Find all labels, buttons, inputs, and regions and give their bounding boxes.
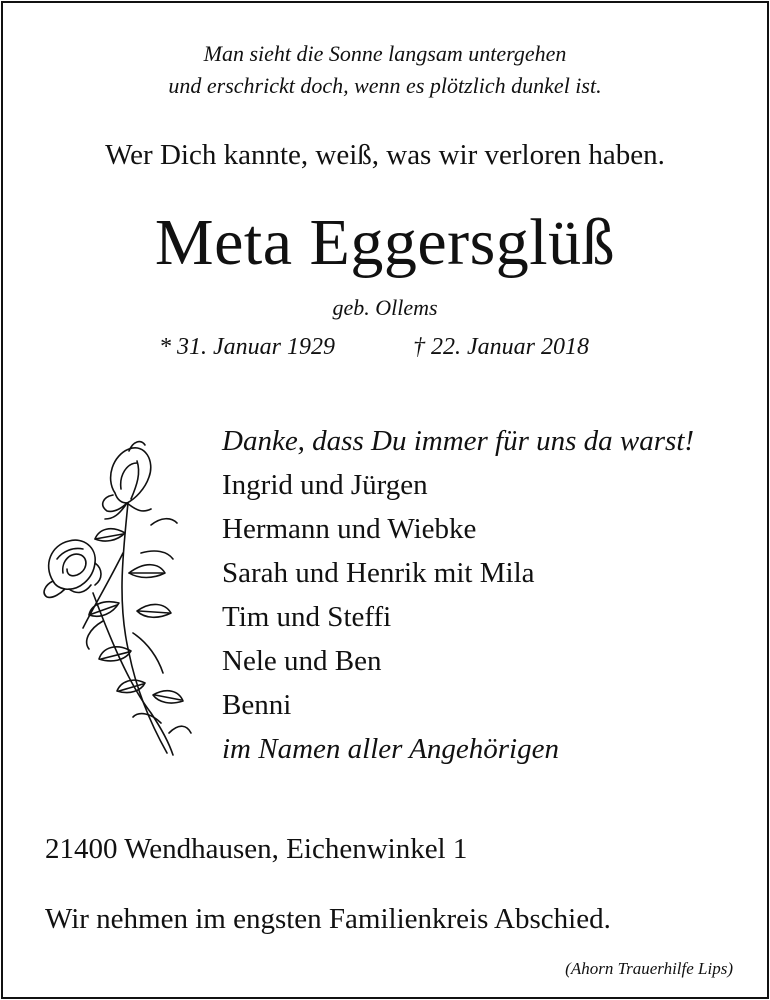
motto-line-2: und erschrickt doch, wenn es plötzlich dunkel ist. <box>168 73 602 98</box>
motto-line-1: Man sieht die Sonne langsam untergehen <box>203 41 567 66</box>
rose-icon <box>33 433 203 763</box>
mourner-name: Sarah und Henrik mit Mila <box>222 557 535 589</box>
farewell-line: Wir nehmen im engsten Familienkreis Abschied. <box>45 903 611 935</box>
deceased-name: Meta Eggersglüß <box>154 206 616 279</box>
closing-line: im Namen aller Angehörigen <box>222 733 559 765</box>
mourner-name: Ingrid und Jürgen <box>222 469 428 501</box>
death-date: † 22. Januar 2018 <box>413 334 589 360</box>
lead-text: Wer Dich kannte, weiß, was wir verloren haben. <box>105 139 665 171</box>
mourner-name: Hermann und Wiebke <box>222 513 477 545</box>
birth-date: * 31. Januar 1929 <box>159 334 335 360</box>
birth-name: geb. Ollems <box>332 295 438 320</box>
mourner-name: Tim und Steffi <box>222 601 392 633</box>
thanks-line: Danke, dass Du immer für uns da warst! <box>222 425 695 457</box>
address: 21400 Wendhausen, Eichenwinkel 1 <box>45 833 468 865</box>
mourner-name: Nele und Ben <box>222 645 382 677</box>
undertaker-credit: (Ahorn Trauerhilfe Lips) <box>565 959 733 978</box>
mourner-name: Benni <box>222 689 292 721</box>
obituary-notice <box>1 1 769 999</box>
